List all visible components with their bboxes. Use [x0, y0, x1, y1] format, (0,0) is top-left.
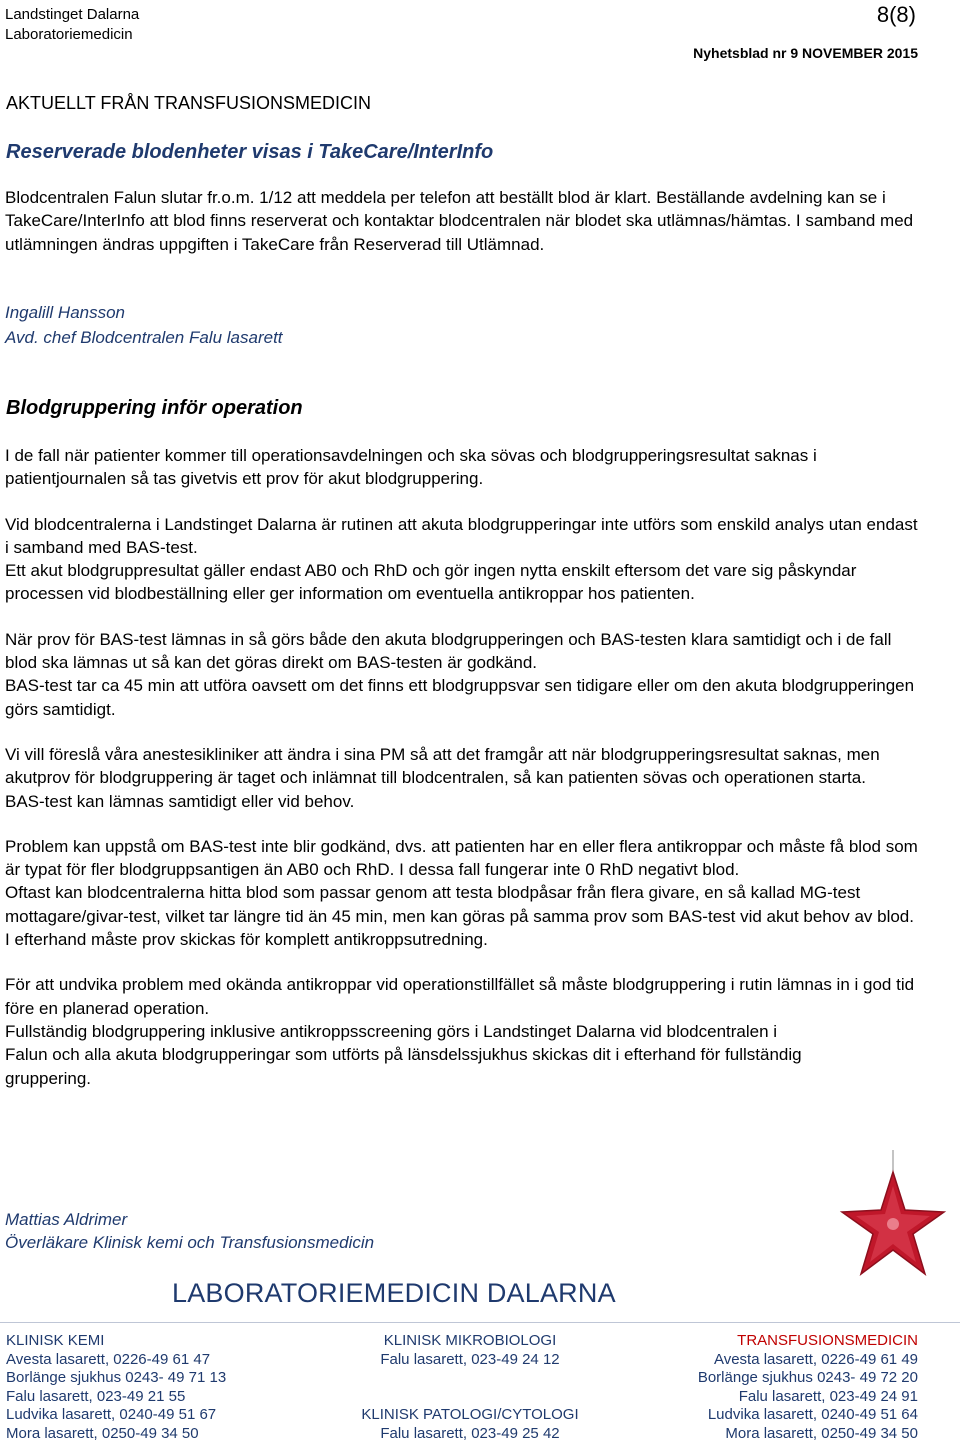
section-title: AKTUELLT FRÅN TRANSFUSIONSMEDICIN [6, 93, 372, 113]
footer-left-line: Avesta lasarett, 0226-49 61 47 [6, 1350, 211, 1368]
article2-p2: Vid blodcentralerna i Landstinget Dalarna är rutinen att akuta blodgrupperingar inte utförs som enskild analys utan endast i samband med BAS-test. [5, 514, 918, 557]
article2-p1: I de fall när patienter kommer till operationsavdelningen och ska sövas och blodgrupperingsresultat saknas i patientjournalen så tas givetvis ett prov för akut blodgruppering. [5, 446, 817, 489]
article2-p3: Ett akut blodgruppresultat gäller endast AB0 och RhD och gör ingen nytta enskilt eftersom det vare sig påskyndar processen vid blodbeställning eller ger information om eventuella antikroppar hos patienten. [5, 561, 857, 604]
footer-mid-line: Falu lasarett, 023-49 25 42 [380, 1424, 560, 1442]
article2-p6: Vi vill föreslå våra anestesikliniker att ändra i sina PM så att det framgår att när blodgrupperingsresultat saknas, men akutprov för blodgruppering är taget och inlämnat till blodcentralen, så kan patienten sövas och operationen starta. [5, 744, 880, 788]
article2-role: Överläkare Klinisk kemi och Transfusionsmedicin [5, 1233, 375, 1252]
article1-paragraph: Blodcentralen Falun slutar fr.o.m. 1/12 att meddela per telefon att beställt blod är klart. Beställande avdelning kan se i TakeCare/InterInfo att blod finns reserverat och kontaktar blodcentralen när blodet ska utlämnas/hämtas. I samband med utlämningen ändras uppgiften i TakeCare från Reserverad till Utlämnad. [5, 188, 914, 254]
header-org: Landstinget Dalarna [5, 6, 140, 23]
article2-author: Mattias Aldrimer [5, 1210, 128, 1229]
footer-right-line: Avesta lasarett, 0226-49 61 49 [713, 1350, 918, 1368]
footer-right-line: Falu lasarett, 023-49 24 91 [738, 1387, 918, 1405]
header-dept: Laboratoriemedicin [5, 26, 133, 43]
footer-right-line: Borlänge sjukhus 0243- 49 72 20 [697, 1369, 918, 1386]
article1-role: Avd. chef Blodcentralen Falu lasarett [5, 328, 283, 347]
footer-divider [0, 1322, 960, 1323]
article2-p5: BAS-test tar ca 45 min att utföra oavsett om det finns ett blodgruppsvar sen tidigare eller om den akuta blodgrupperingen görs samtidigt. [5, 676, 915, 719]
footer-middle [340, 1332, 600, 1443]
footer-mid-line: Falu lasarett, 023-49 24 12 [380, 1350, 560, 1368]
issue-label: Nyhetsblad nr 9 NOVEMBER 2015 [693, 45, 918, 61]
article2-body [5, 444, 925, 1090]
footer-left-line: Falu lasarett, 023-49 21 55 [6, 1387, 186, 1405]
footer-mid-heading: KLINISK MIKROBIOLOGI [383, 1332, 557, 1349]
footer-title: LABORATORIEMEDICIN DALARNA [172, 1278, 616, 1308]
article2-p9: Oftast kan blodcentralerna hitta blod som passar genom att testa blodpåsar från flera givare, en så kallad MG-test mottagare/givar-test, vilket tar längre tid än 45 min, men kan göras på samma prov som BAS-test vid akut behov av blod. [5, 883, 914, 926]
footer-right-line: Mora lasarett, 0250-49 34 50 [725, 1424, 918, 1442]
footer-klinisk-kemi [6, 1332, 226, 1443]
christmas-star-icon [838, 1150, 948, 1290]
footer-left-line: Ludvika lasarett, 0240-49 51 67 [6, 1406, 217, 1423]
article2-p7: BAS-test kan lämnas samtidigt eller vid behov. [5, 791, 355, 811]
page-number: 8(8) [876, 2, 916, 27]
footer-right-heading: TRANSFUSIONSMEDICIN [737, 1332, 918, 1349]
footer-mid-heading2: KLINISK PATOLOGI/CYTOLOGI [361, 1406, 579, 1423]
article1-body [5, 186, 925, 256]
article1-title: Reserverade blodenheter visas i TakeCare/InterInfo [6, 141, 494, 163]
article2-p12: Fullständig blodgruppering inklusive antikroppsscreening görs i Landstinget Dalarna vid blodcentralen i Falun och alla akuta blodgrupperingar som utförts på länsdelssjukhus skickas dit i efterhand för fullständig gruppering. [5, 1021, 802, 1088]
article1-author: Ingalill Hansson [5, 303, 126, 322]
footer-transfusionsmedicin [698, 1332, 918, 1443]
article2-p4: När prov för BAS-test lämnas in så görs både den akuta blodgrupperingen och BAS-testen klara samtidigt och i de fall blod ska lämnas ut så kan det göras direkt om BAS-testen är godkänd. [5, 629, 892, 673]
footer-right-line: Ludvika lasarett, 0240-49 51 64 [707, 1406, 918, 1423]
footer-left-line: Mora lasarett, 0250-49 34 50 [6, 1424, 199, 1442]
footer-left-line: Borlänge sjukhus 0243- 49 71 13 [6, 1369, 227, 1386]
article2-p10: I efterhand måste prov skickas för komplett antikroppsutredning. [5, 930, 488, 950]
article2-p11: För att undvika problem med okända antikroppar vid operationstillfället så måste blodgruppering i rutin lämnas in i god tid före en planerad operation. [5, 975, 915, 1018]
footer-left-heading: KLINISK KEMI [6, 1332, 105, 1349]
article2-title: Blodgruppering inför operation [6, 397, 303, 419]
article2-p8: Problem kan uppstå om BAS-test inte blir godkänd, dvs. att patienten har en eller flera antikroppar och måste få blod som är typat för fler blodgruppsantigen än AB0 och RhD. I dessa fall fungerar inte 0 RhD negativt blod. [5, 836, 918, 880]
